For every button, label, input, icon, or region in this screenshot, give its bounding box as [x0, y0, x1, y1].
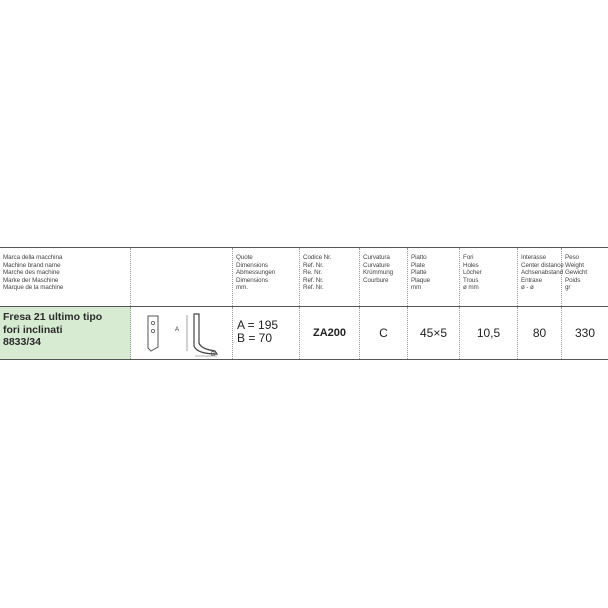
header-holes	[460, 248, 518, 306]
header-weight-line: Weight	[565, 261, 584, 269]
header-code-line: Re. Nr.	[303, 269, 322, 277]
header-center-distance-line: Achsenabstand	[521, 269, 564, 277]
cell-holes	[460, 307, 518, 359]
header-plate-line: Plate	[411, 261, 425, 269]
cell-dimensions	[233, 307, 300, 359]
header-holes-line: ø mm	[463, 284, 479, 292]
cell-curvature	[360, 307, 408, 359]
header-dimensions	[233, 248, 300, 306]
plate-value: 45×5	[419, 326, 448, 340]
cell-center-distance	[518, 307, 562, 359]
header-brand-line: Marque de la machine	[3, 284, 64, 292]
header-brand-line: Marche des machine	[3, 269, 60, 277]
cell-weight	[562, 307, 608, 359]
header-weight	[562, 248, 608, 306]
cell-plate	[408, 307, 460, 359]
cell-code	[300, 307, 360, 359]
blade-hole	[151, 321, 154, 324]
header-image	[131, 248, 233, 306]
header-dimensions-line: mm.	[236, 284, 248, 292]
weight-value: 330	[574, 326, 596, 340]
header-center-distance	[518, 248, 562, 306]
header-holes-line: Fori	[463, 254, 474, 261]
header-plate-line: mm	[411, 284, 422, 292]
header-center-distance-line: Center distance	[521, 261, 564, 269]
header-dimensions-line: Dimensions	[236, 276, 268, 284]
product-table	[0, 247, 608, 360]
header-code-line: Codice Nr.	[303, 254, 332, 261]
header-weight-line: Poids	[565, 276, 581, 284]
table-header-row	[0, 248, 608, 307]
header-holes-line: Löcher	[463, 269, 482, 277]
header-brand-line: Marca della macchina	[3, 254, 63, 261]
blade-drawing	[131, 307, 233, 359]
header-holes-line: Trous	[463, 276, 479, 284]
header-plate-line: Piatto	[411, 254, 427, 261]
header-code-line: Ref. Nr.	[303, 284, 324, 292]
header-center-distance-line: ø - ø	[521, 284, 534, 292]
header-curvature-line: Curvature	[363, 261, 390, 269]
header-plate-line: Plaque	[411, 276, 431, 284]
header-code	[300, 248, 360, 306]
header-center-distance-line: Interasse	[521, 254, 547, 261]
cell-blade-drawing	[131, 307, 233, 359]
header-code-line: Ref. Nr.	[303, 276, 324, 284]
dimension-b-label: B	[211, 352, 216, 358]
dimension-a-label: A	[175, 327, 180, 333]
header-curvature-line: Krümmung	[363, 269, 393, 277]
header-weight-line: Gewicht	[565, 269, 588, 277]
header-brand-line: Machine brand name	[3, 261, 61, 269]
header-dimensions-line: Dimensions	[236, 261, 268, 269]
header-code-line: Ref. Nr.	[303, 261, 324, 269]
header-dimensions-line: Abmessungen	[236, 269, 276, 277]
header-weight-line: Peso	[565, 254, 579, 261]
header-plate	[408, 248, 460, 306]
dimension-b-value: B = 70	[237, 331, 273, 345]
center-distance-value: 80	[532, 326, 547, 340]
curvature-value: C	[379, 326, 388, 340]
header-curvature-line: Courbure	[363, 276, 389, 284]
header-dimensions-line: Quote	[236, 254, 253, 261]
header-weight-line: gr	[565, 284, 571, 292]
header-brand-line: Marke der Maschine	[3, 276, 59, 284]
header-center-distance-line: Entraxe	[521, 276, 543, 284]
header-brand	[0, 248, 131, 306]
table-row	[0, 307, 608, 360]
header-curvature	[360, 248, 408, 306]
cell-brand	[0, 307, 131, 359]
dimension-a-value: A = 195	[237, 318, 279, 332]
brand-line: Fresa 21 ultimo tipo	[3, 311, 103, 323]
header-plate-line: Platte	[411, 269, 427, 277]
brand-line: fori inclinati	[3, 323, 63, 336]
header-curvature-line: Curvatura	[363, 254, 390, 261]
brand-line: 8833/34	[3, 336, 41, 348]
header-holes-line: Holes	[463, 261, 479, 269]
holes-value: 10,5	[476, 326, 501, 340]
blade-hole	[151, 329, 154, 332]
code-value: ZA200	[312, 327, 347, 339]
blade-side-view	[194, 314, 217, 354]
